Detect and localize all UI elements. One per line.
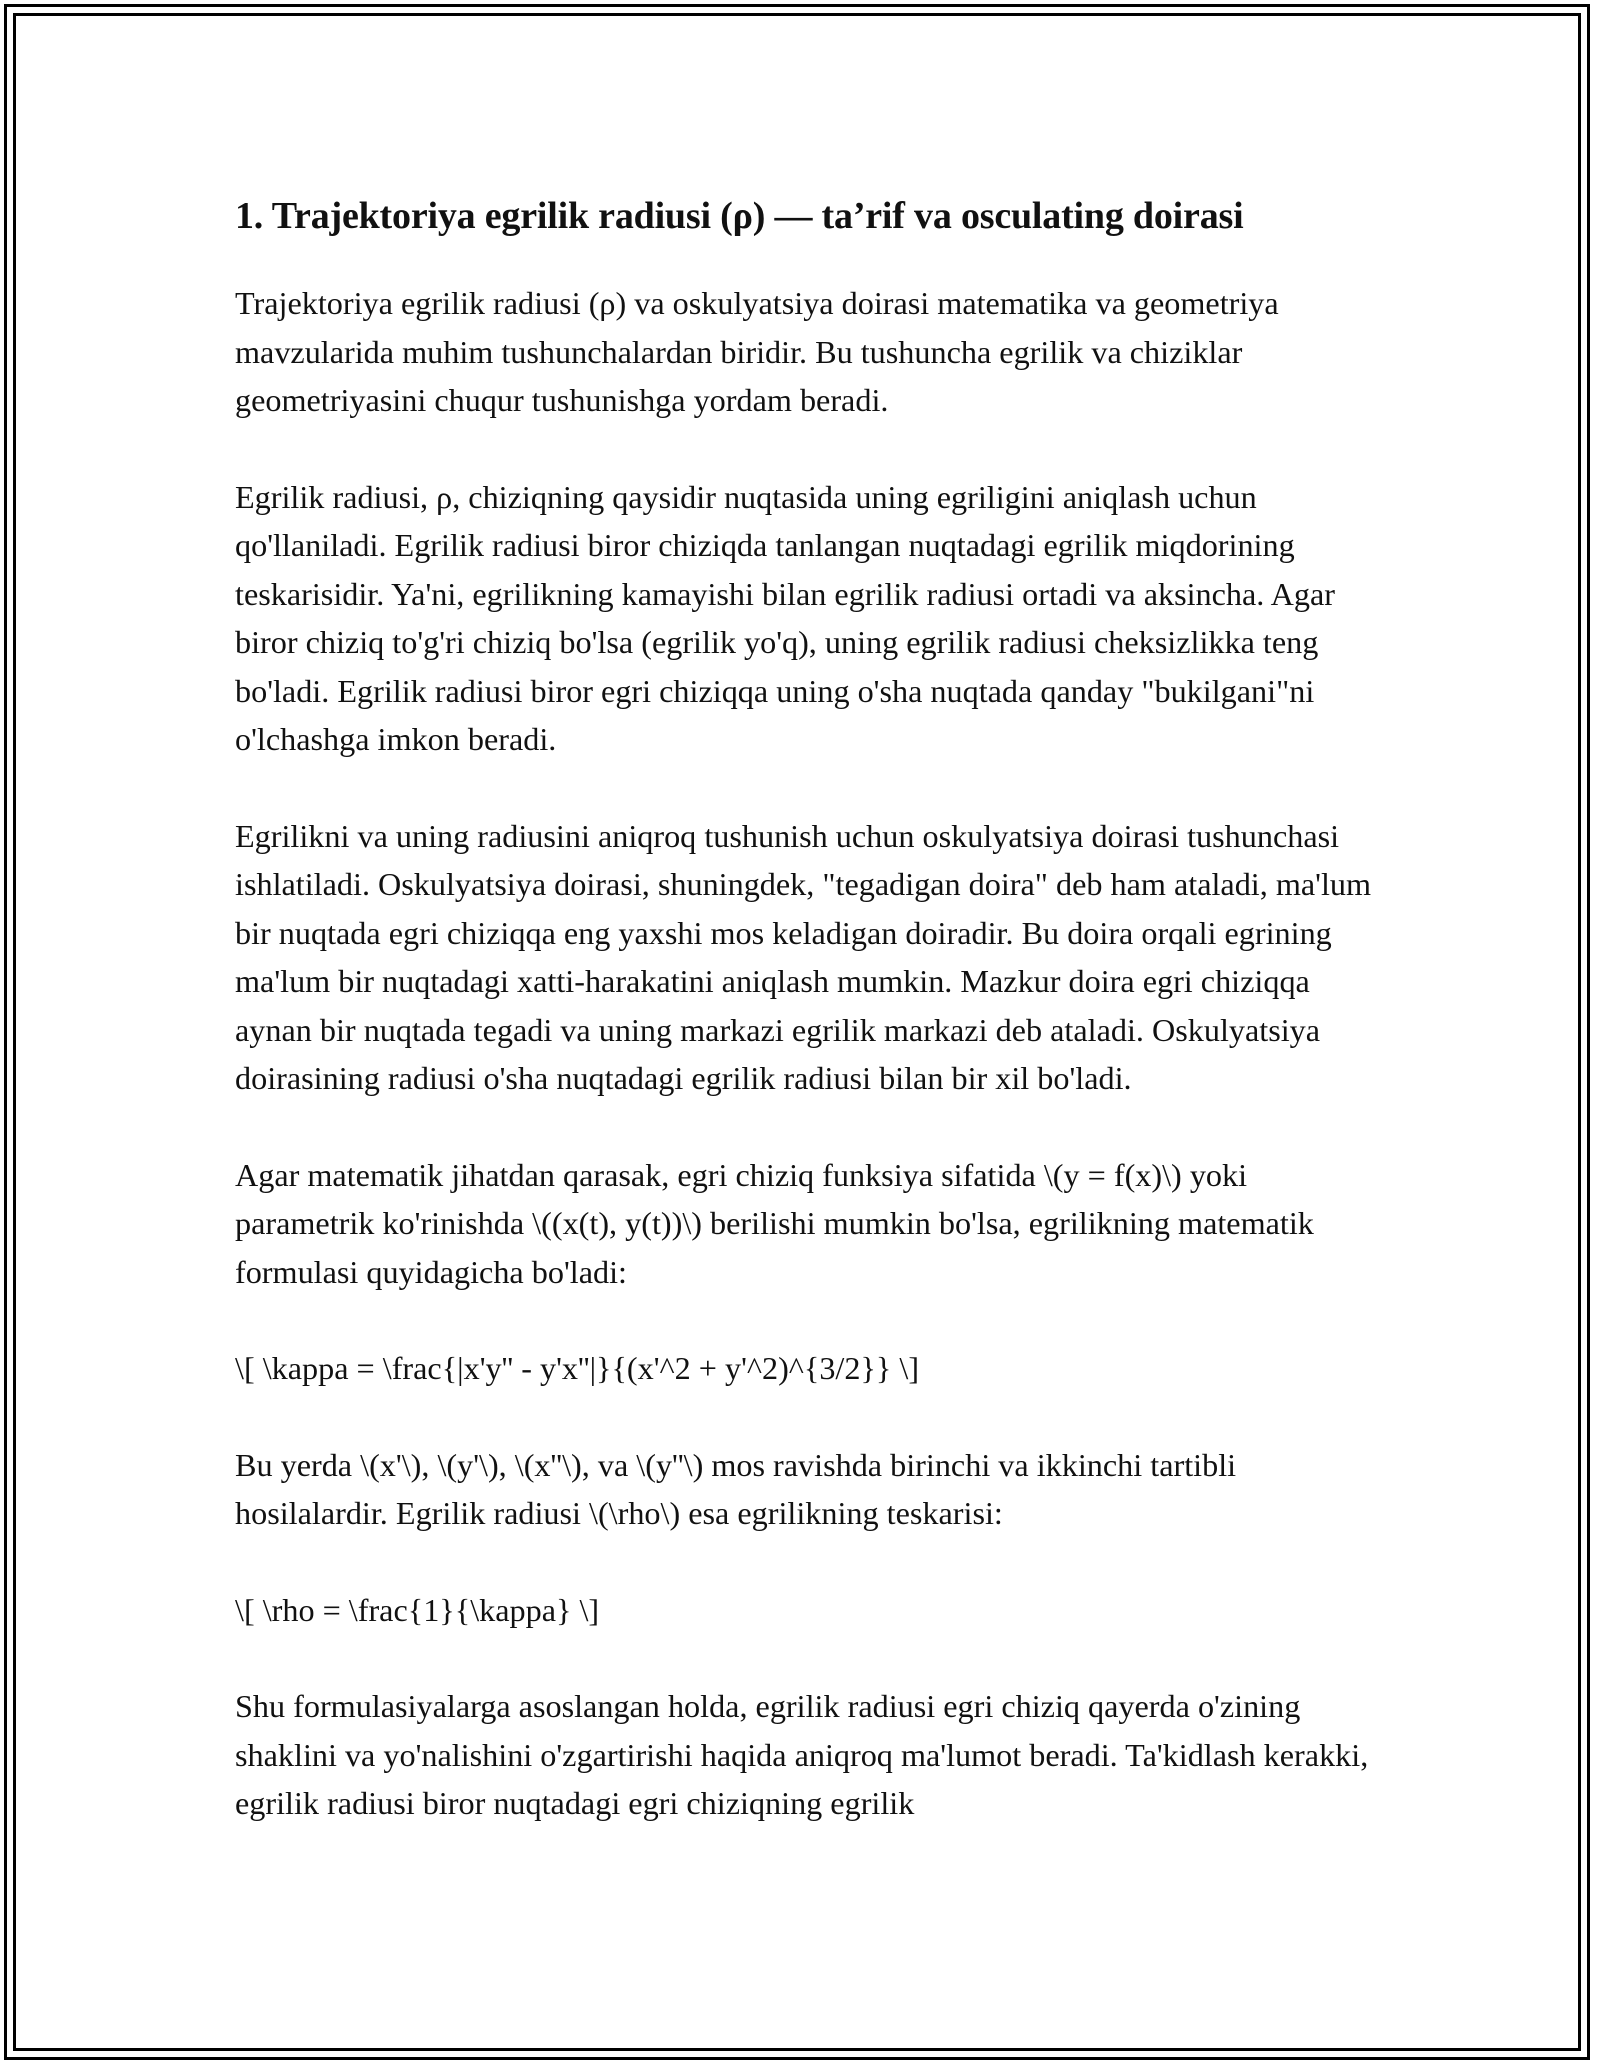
paragraph-math-intro: Agar matematik jihatdan qarasak, egri chiziq funksiya sifatida \(y = f(x)\) yoki parametrik ko'rinishda \((x(t), y(t))\) berilishi mumkin bo'lsa, egrilikning matematik formulasi quyidagicha bo'ladi: xyxy=(235,1156,1314,1290)
paragraph-intro: Trajektoriya egrilik radiusi (ρ) va oskulyatsiya doirasi matematika va geometriya mavzularida muhim tushunchalardan biridir. Bu tushuncha egrilik va chiziklar geometriyasini chuqur tushunishga yordam beradi. xyxy=(235,285,1279,418)
paragraph-conclusion: Shu formulasiyalarga asoslangan holda, egrilik radiusi egri chiziq qayerda o'zining shaklini va yo'nalishini o'zgartirishi haqida aniqroq ma'lumot beradi. Ta'kidlash kerakki, egrilik radiusi biror nuqtadagi egri chiziqning egrilik xyxy=(235,1688,1369,1821)
paragraph-radius-definition: Egrilik radiusi, ρ, chiziqning qaysidir nuqtasida uning egriligini aniqlash uchun qo'llaniladi. Egrilik radiusi biror chiziqda tanlangan nuqtadagi egrilik miqdorining teskarisidir. Ya'ni, egrilikning kamayishi bilan egrilik radiusi ortadi va aksincha. Agar biror chiziq to'g'ri chiziq bo'lsa (egrilik yo'q), uning egrilik radiusi cheksizlikka teng bo'ladi. Egrilik radiusi biror egri chiziqqa uning o'sha nuqtada qanday "bukilgani"ni o'lchashga imkon beradi. xyxy=(235,478,1335,757)
section-heading: 1. Trajektoriya egrilik radiusi (ρ) — ta’rif va osculating doirasi xyxy=(235,195,1244,237)
paragraph-osculating-circle: Egrilikni va uning radiusini aniqroq tushunish uchun oskulyatsiya doirasi tushunchasi ishlatiladi. Oskulyatsiya doirasi, shuningdek, "tegadigan doira" deb ham ataladi, ma'lum bir nuqtada egri chiziqqa eng yaxshi mos keladigan doiradir. Bu doira orqali egrining ma'lum bir nuqtadagi xatti-harakatini aniqlash mumkin. Mazkur doira egri chiziqqa aynan bir nuqtada tegadi va uning markazi egrilik markazi deb ataladi. Oskulyatsiya doirasining radiusi o'sha nuqtadagi egrilik radiusi bilan bir xil bo'ladi. xyxy=(235,817,1372,1096)
paragraph-derivatives: Bu yerda \(x'\), \(y'\), \(x''\), va \(y''\) mos ravishda birinchi va ikkinchi tartibli hosilalardir. Egrilik radiusi \(\rho\) esa egrilikning teskarisi: xyxy=(235,1446,1237,1531)
formula-radius: \[ \rho = \frac{1}{\kappa} \] xyxy=(235,1591,600,1628)
document-body xyxy=(235,183,1375,1876)
formula-curvature: \[ \kappa = \frac{|x'y'' - y'x''|}{(x'^2 + y'^2)^{3/2}} \] xyxy=(235,1350,920,1386)
